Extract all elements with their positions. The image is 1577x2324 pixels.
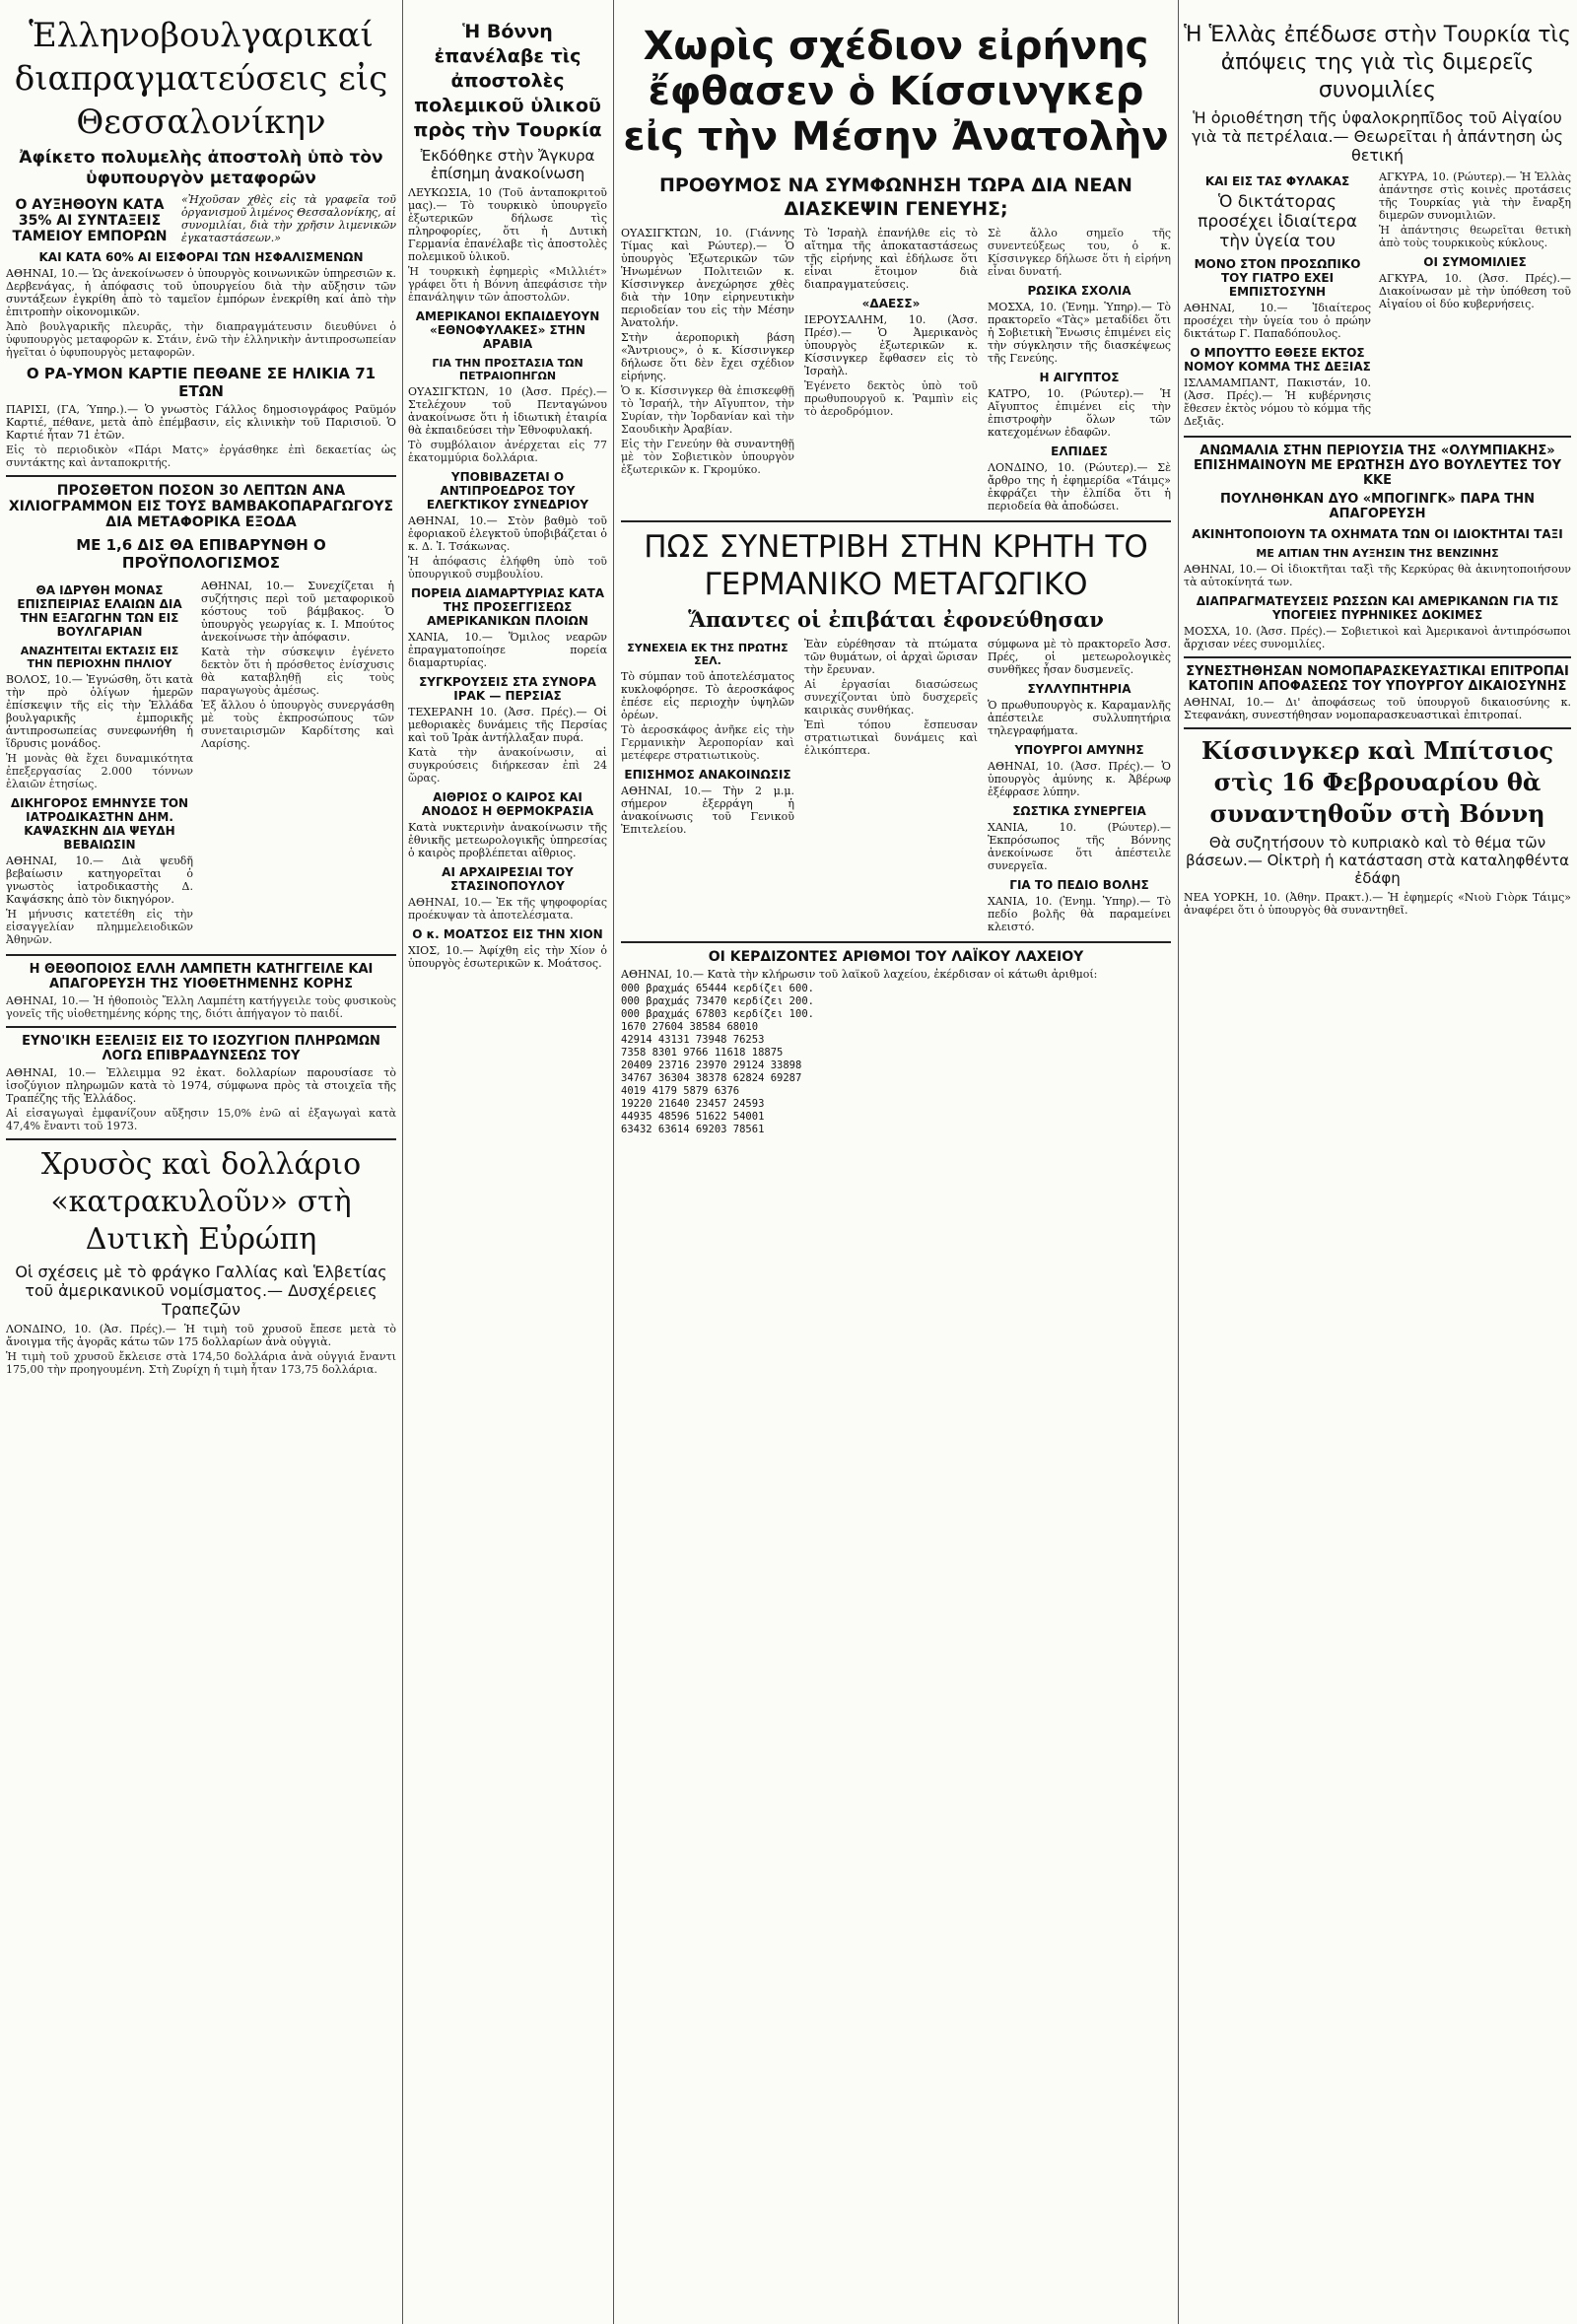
hopes-head: ΕΛΠΙΔΕΣ — [1051, 444, 1108, 458]
lottery-row: 7358 8301 9766 11618 18875 — [621, 1047, 784, 1059]
column-rule — [1178, 0, 1179, 2324]
article-body: Εἰς τὴν Γενεύην θὰ συναντηθῇ μὲ τὸν Σοβιετικὸν ὑπουργὸν ἐξωτερικῶν κ. Γκρομύκο. — [621, 438, 794, 476]
crete-subheadline: Ἅπαντες οἱ ἐπιβάται ἐφονεύθησαν — [688, 607, 1104, 632]
lottery-row: 42914 43131 73948 76253 — [621, 1034, 765, 1046]
egypt-head: Η ΑΙΓΥΠΤΟΣ — [1039, 371, 1120, 384]
talks-head: ΟΙ ΣΥΜΟΜΙΛΙΕΣ — [1423, 255, 1527, 269]
article-body: ΛΟΝΔΙΝΟ, 10. (Ρώυτερ).— Σὲ ἄρθρο της ἡ ἐφημερίδα «Τάιμς» ἐκφράζει τὴν ἐλπίδα ὅτι ἡ περιοδεία θὰ ἀποδώσει. — [988, 461, 1171, 513]
center-subcol — [621, 636, 794, 935]
field-head: ΓΙΑ ΤΟ ΠΕΔΙΟ ΒΟΛΗΣ — [1009, 878, 1149, 892]
center-columns — [621, 225, 1171, 514]
subheadline: Ἀφίκετο πολυμελὴς ἀποστολὴ ὑπὸ τὸν ὑφυπουργὸν μεταφορῶν — [19, 148, 383, 188]
article-body: Ἐπὶ τόπου ἔσπευσαν στρατιωτικαὶ δυνάμεις καὶ ἑλικόπτερα. — [804, 718, 978, 757]
divider — [6, 1138, 396, 1140]
center-subcol — [804, 636, 978, 935]
arabia-head: ΑΜΕΡΙΚΑΝΟΙ ΕΚΠΑΙΔΕΥΟΥΝ «ΕΘΝΟΦΥΛΑΚΕΣ» ΣΤΗΝ ΑΡΑΒΙΑ — [415, 309, 600, 351]
lottery-list — [621, 983, 1171, 1136]
article-body: ΠΑΡΙΣΙ, (ΓΑ, Ύπηρ.).— Ὁ γνωστὸς Γάλλος δημοσιογράφος Ραϋμόν Καρτιέ, πέθανε, μετὰ ἀπὸ ἐπέμβασιν, εἰς κλινικὴν τοῦ Παρισιοῦ. Ὁ Καρτιέ ἦταν 71 ἐτῶν. — [6, 403, 396, 442]
payments-head: ΕΥΝΟ'ΙΚΗ ΕΞΕΛΙΞΙΣ ΕΙΣ ΤΟ ΙΣΟΖΥΓΙΟΝ ΠΛΗΡΩΜΩΝ ΛΟΓΩ ΕΠΙΒΡΑΔΥΝΣΕΩΣ ΤΟΥ — [22, 1034, 380, 1063]
column-center — [621, 0, 1171, 2324]
taxi-head: ΑΚΙΝΗΤΟΠΟΙΟΥΝ ΤΑ ΟΧΗΜΑΤΑ ΤΩΝ ΟΙ ΙΔΙΟΚΤΗΤΑΙ ΤΑΞΙ — [1192, 527, 1563, 541]
column-right — [1184, 0, 1571, 2324]
article-body: ΑΘΗΝΑΙ, 10.— Ἐλλειμμα 92 ἐκατ. δολλαρίων παρουσίασε τὸ ἰσοζύγιον πληρωμῶν κατὰ τὸ 1974, σύμφωνα πρὸς τὰ στοιχεῖα τῆς Τραπέζης τῆς Ἑλλάδος. — [6, 1066, 396, 1105]
column-second — [408, 0, 607, 2324]
continued-label: ΣΥΝΕΧΕΙΑ ΕΚ ΤΗΣ ΠΡΩΤΗΣ ΣΕΛ. — [627, 642, 788, 667]
dictator-headline: Ὁ δικτάτορας προσέχει ἰδιαίτερα τὴν ὑγεία του — [1198, 192, 1357, 251]
article-body: ΧΑΝΙΑ, 10. (Ρώυτερ).— Ἐκπρόσωπος τῆς Βόννης ἀνεκοίνωσε ὅτι ἀπέστειλε συνεργεῖα. — [988, 821, 1171, 872]
article-body: Ἡ ἀπόφασις ἐλήφθη ὑπὸ τοῦ ὑπουργικοῦ συμβουλίου. — [408, 555, 607, 581]
lottery-row: 1670 27604 38584 68010 — [621, 1021, 759, 1033]
article-body: Ἡ τιμὴ τοῦ χρυσοῦ ἔκλεισε στὰ 174,50 δολλάρια ἀνὰ οὐγγιά ἔναντι 175,00 τὴν προηγουμένη. Στὴ Ζυρίχη ἡ τιμὴ ἦταν 173,75 δολλάρια. — [6, 1350, 396, 1376]
bhutto-head: Ο ΜΠΟΥΤΤΟ ΕΘΕΣΕ ΕΚΤΟΣ ΝΟΜΟΥ ΚΟΜΜΑ ΤΗΣ ΔΕΞΙΑΣ — [1184, 346, 1371, 374]
column-half — [1379, 169, 1571, 430]
article-body: Ἐξ ἄλλου ὁ ὑπουργὸς συνεργάσθη μὲ τοὺς ἐκπροσώπους τῶν συνεταιρισμῶν Καρδίτσης καὶ Λαρίσης. — [201, 699, 394, 750]
column-half — [201, 578, 394, 948]
article-body: ΑΘΗΝΑΙ, 10.— Δι' ἀποφάσεως τοῦ ὑπουργοῦ δικαιοσύνης κ. Στεφανάκη, συνεστήθησαν νομοπαρασκευαστικαὶ ἐπιτροπαί. — [1184, 696, 1571, 721]
column-rule — [613, 0, 614, 2324]
article-body: ΙΣΛΑΜΑΜΠΑΝΤ, Πακιστάν, 10. (Ἀσσ. Πρές).— Ἡ κυβέρνησις ἔθεσεν ἐκτὸς νόμου τὸ κόμμα τῆς Δεξιᾶς. — [1184, 376, 1371, 428]
rescue-head: ΣΩΣΤΙΚΑ ΣΥΝΕΡΓΕΙΑ — [1012, 804, 1146, 818]
pensions-head: Ο ΑΥΞΗΘΟΥΝ ΚΑΤΑ 35% ΑΙ ΣΥΝΤΑΞΕΙΣ ΤΑΜΕΙΟΥ ΕΜΠΟΡΩΝ — [12, 197, 168, 244]
article-body: Ἡ ἀπάντησις θεωρεῖται θετικὴ ἀπὸ τοὺς τουρκικοὺς κύκλους. — [1379, 224, 1571, 249]
taxi-subhead: ΜΕ ΑΙΤΙΑΝ ΤΗΝ ΑΥΞΗΣΙΝ ΤΗΣ ΒΕΝΖΙΝΗΣ — [1256, 547, 1499, 560]
olympic-banner: ΑΝΩΜΑΛΙΑ ΣΤΗΝ ΠΕΡΙΟΥΣΙΑ ΤΗΣ «ΟΛΥΜΠΙΑΚΗΣ» ΕΠΙΣΗΜΑΙΝΟΥΝ ΜΕ ΕΡΩΤΗΣΗ ΔΥΟ ΒΟΥΛΕΥΤΕΣ ΤΟΥ ΚΚΕ — [1193, 444, 1562, 488]
kissinger-bitsios-subheadline: Θὰ συζητήσουν τὸ κυπριακὸ καὶ τὸ θέμα τῶν βάσεων.— Οἰκτρὴ ἡ κατάσταση στὰ καταληφθέντα ἐδάφη — [1186, 834, 1569, 887]
column-rule — [402, 0, 403, 2324]
bonn-headline: Ἡ Βόννη ἐπανέλαβε τὶς ἀποστολὲς πολεμικοῦ ὑλικοῦ πρὸς τὴν Τουρκία — [413, 21, 602, 141]
kissinger-subheadline: ΠΡΟΘΥΜΟΣ ΝΑ ΣΥΜΦΩΝΗΣΗ ΤΩΡΑ ΔΙΑ ΝΕΑΝ ΔΙΑΣΚΕΨΙΝ ΓΕΝΕΥΗΣ; — [659, 174, 1132, 220]
two-col-block — [1184, 169, 1571, 430]
olive-head: ΘΑ ΙΔΡΥΘΗ ΜΟΝΑΣ ΕΠΙΣΠΕΙΡΙΑΣ ΕΛΑΙΩΝ ΔΙΑ ΤΗΝ ΕΞΑΓΩΓΗΝ ΤΩΝ ΕΙΣ ΒΟΥΛΓΑΡΙΑΝ — [17, 583, 182, 639]
defense-head: ΥΠΟΥΡΓΟΙ ΑΜΥΝΗΣ — [1014, 743, 1144, 757]
justice-banner: ΣΥΝΕΣΤΗΘΗΣΑΝ ΝΟΜΟΠΑΡΑΣΚΕΥΑΣΤΙΚΑΙ ΕΠΙΤΡΟΠΑΙ ΚΑΤΟΠΙΝ ΑΠΟΦΑΣΕΩΣ ΤΟΥ ΥΠΟΥΡΓΟΥ ΔΙΚΑΙΟΣΥΝΗΣ — [1186, 664, 1569, 694]
dateline: «ΔΑΕΣΣ» — [861, 297, 921, 310]
lottery-row: 20409 23716 23970 29124 33898 — [621, 1059, 802, 1071]
iraq-head: ΣΥΓΚΡΟΥΣΕΙΣ ΣΤΑ ΣΥΝΟΡΑ ΙΡΑΚ — ΠΕΡΣΙΑΣ — [419, 675, 596, 703]
article-body: ΤΕΧΕΡΑΝΗ 10. (Ἀσσ. Πρές).— Οἱ μεθοριακὲς δυνάμεις τῆς Περσίας καὶ τοῦ Ἰρὰκ ἀντήλλαξαν πυρά. — [408, 706, 607, 744]
article-body: Ὁ πρωθυπουργὸς κ. Καραμανλῆς ἀπέστειλε συλλυπητήρια τηλεγραφήματα. — [988, 699, 1171, 737]
article-body: ΜΟΣΧΑ, 10. (Ἐνημ. Ὑπηρ).— Τὸ πρακτορεῖο «Τὰς» μεταδίδει ὅτι ἡ Σοβιετικὴ Ἕνωσις ἐπιμένει εἰς τὴν σύγκλησιν τῆς διασκέψεως τῆς Γενεύης. — [988, 301, 1171, 365]
article-body: ΟΥΑΣΙΓΚΤΩΝ, 10. (Γιάννης Τίμας καὶ Ρώυτερ).— Ὁ ὑπουργὸς Ἐξωτερικῶν τῶν Ἡνωμένων Πολιτειῶν κ. Κίσσινγκερ ἀνεχώρησε χθὲς διὰ τὴν 10ην εἰρηνευτικὴν περιοδείαν του εἰς τὴν Μέσην Ἀνατολήν. — [621, 227, 794, 329]
center-subcol — [988, 636, 1171, 935]
lottery-row: 000 βραχμάς 65444 κερδίζει 600. — [621, 983, 814, 994]
gold-headline: Χρυσὸς καὶ δολλάριο «κατρακυλοῦν» στὴ Δυτικὴ Εὐρώπη — [40, 1147, 362, 1257]
arabia-subhead: ΓΙΑ ΤΗΝ ΠΡΟΣΤΑΣΙΑ ΤΩΝ ΠΕΤΡΑΙΟΠΗΓΩΝ — [432, 357, 583, 382]
article-body: Τὸ συμβόλαιον ἀνέρχεται εἰς 77 ἑκατομμύρια δολλάρια. — [408, 439, 607, 464]
article-body: ΚΑΤΡΟ, 10. (Ρώυτερ).— Ἡ Αἴγυπτος ἐπιμένει εἰς τὴν ἐπιστροφὴν ὅλων τῶν κατεχομένων ἐδαφῶν. — [988, 387, 1171, 439]
article-body: Κατὰ νυκτερινὴν ἀνακοίνωσιν τῆς ἐθνικῆς μετεωρολογικῆς ὑπηρεσίας ὁ καιρὸς προβλέπεται αἴθριος. — [408, 821, 607, 859]
article-body: ΑΘΗΝΑΙ, 10.— Στὸν βαθμὸ τοῦ ἐφοριακοῦ ἐλεγκτοῦ ὑποβιβάζεται ὁ κ. Δ. Ἰ. Τσάκωνας. — [408, 514, 607, 553]
article-body: Ἡ τουρκικὴ ἐφημερὶς «Μιλλιέτ» γράφει ὅτι ἡ Βόννη ἀπεφάσισε τὴν ἐπανάληψιν τῶν ἀποστολῶν. — [408, 265, 607, 304]
article-body: ΜΟΣΧΑ, 10. (Ἀσσ. Πρές).— Σοβιετικοὶ καὶ Ἀμερικανοὶ ἀντιπρόσωποι ἄρχισαν νέες συνομιλίες. — [1184, 625, 1571, 650]
gold-subheadline: Οἱ σχέσεις μὲ τὸ φράγκο Γαλλίας καὶ Ἑλβετίας τοῦ ἀμερικανικοῦ νομίσματος.— Δυσχέρειες Τραπεζῶν — [15, 1263, 387, 1319]
cotton-subbanner: ΜΕ 1,6 ΔΙΣ ΘΑ ΕΠΙΒΑΡΥΝΘΗ Ο ΠΡΟΫΠΟΛΟΓΙΣΜΟΣ — [76, 536, 326, 572]
article-body: Ὁ κ. Κίσσινγκερ θὰ ἐπισκεφθῇ τὸ Ἰσραήλ, τὴν Αἴγυπτον, τὴν Συρίαν, τὴν Ἰορδανίαν καὶ τὴν Σαουδικὴν Ἀραβίαν. — [621, 384, 794, 436]
lottery-row: 63432 63614 69203 78561 — [621, 1124, 765, 1135]
article-body: Κατὰ τὴν σύσκεψιν ἐγένετο δεκτὸν ὅτι ἡ πρόσθετος ἐνίσχυσις θὰ καταβληθῇ εἰς τοὺς παραγωγοὺς ἀμέσως. — [201, 646, 394, 697]
column-left — [6, 0, 396, 2324]
divider — [6, 475, 396, 477]
center-subcol — [804, 225, 978, 514]
elections-head: ΑΙ ΑΡΧΑΙΡΕΣΙΑΙ ΤΟΥ ΣΤΑΣΙΝΟΠΟΥΛΟΥ — [442, 865, 574, 893]
lottery-intro: ΑΘΗΝΑΙ, 10.— Κατὰ τὴν κλήρωσιν τοῦ λαϊκοῦ λαχείου, ἐκέρδισαν οἱ κάτωθι ἀριθμοί: — [621, 968, 1098, 981]
article-body: Ἐὰν εὑρέθησαν τὰ πτώματα τῶν θυμάτων, οἱ ἀρχαὶ ὥρισαν τὴν ἔρευναν. — [804, 638, 978, 676]
article-body: Τὸ σύμπαν τοῦ ἀποτελέσματος κυκλοφόρησε. Τὸ ἀεροσκάφος ἐπέσε εἰς περιοχὴν ὑψηλῶν ὀρέων. — [621, 670, 794, 721]
headline-greek-bulgarian-talks: Ἑλληνοβουλγαρικαί διαπραγματεύσεις εἰς Θεσσαλονίκην — [14, 16, 388, 142]
prisons-head: ΚΑΙ ΕΙΣ ΤΑΣ ΦΥΛΑΚΑΣ — [1204, 174, 1350, 188]
divider — [6, 954, 396, 956]
cotton-banner: ΠΡΟΣΘΕΤΟΝ ΠΟΣΟΝ 30 ΛΕΠΤΩΝ ΑΝΑ ΧΙΛΙΟΓΡΑΜΜΟΝ ΕΙΣ ΤΟΥΣ ΒΑΜΒΑΚΟΠΑΡΑΓΩΓΟΥΣ ΔΙΑ ΜΕΤΑΦΟΡΙΚΑ ΕΞΟΔΑ — [8, 483, 394, 530]
lottery-head: ΟΙ ΚΕΡΔΙΖΟΝΤΕΣ ΑΡΙΘΜΟΙ ΤΟΥ ΛΑΪΚΟΥ ΛΑΧΕΙΟΥ — [708, 949, 1084, 965]
contributions-head: ΚΑΙ ΚΑΤΑ 60% ΑΙ ΕΙΣΦΟΡΑΙ ΤΩΝ ΗΣΦΑΛΙΣΜΕΝΩΝ — [38, 250, 364, 264]
article-body: Αἱ ἐργασίαι διασώσεως συνεχίζονται ὑπὸ δυσχερεῖς καιρικὰς συνθήκας. — [804, 678, 978, 717]
article-body: ΑΘΗΝΑΙ, 10.— Διὰ ψευδῆ βεβαίωσιν κατηγορεῖται ὁ γνωστὸς ἰατροδικαστὴς Δ. Καψάσκης ἀπὸ τὸν δικηγόρον. — [6, 854, 193, 906]
article-body: ΒΟΛΟΣ, 10.— Ἐγνώσθη, ὅτι κατὰ τὴν πρὸ ὀλίγων ἡμερῶν ἐπίσκεψιν τῆς εἰς τὴν Ἑλλάδα βουλγαρικῆς ἐμπορικῆς ἀντιπροσωπείας συνεφωνήθη ἡ ἵδρυσις μονάδος. — [6, 673, 193, 750]
olive-subhead: ΑΝΑΖΗΤΕΙΤΑΙ ΕΚΤΑΣΙΣ ΕΙΣ ΤΗΝ ΠΕΡΙΟΧΗΝ ΠΗΛΙΟΥ — [20, 645, 179, 670]
article-body: ΛΟΝΔΙΝΟ, 10. (Ἀσ. Πρές).— Ἡ τιμὴ τοῦ χρυσοῦ ἔπεσε μετὰ τὸ ἄνοιγμα τῆς ἀγορᾶς κάτω τῶν 175 δολλαρίων ἀνὰ οὐγγιὰ. — [6, 1323, 396, 1348]
article-body: ΑΘΗΝΑΙ, 10. (Ἀσσ. Πρές).— Ὁ ὑπουργὸς ἀμύνης κ. Ἀβέρωφ ἐξέφρασε λύπην. — [988, 760, 1171, 798]
lawyer-head: ΔΙΚΗΓΟΡΟΣ ΕΜΗΝΥΣΕ ΤΟΝ ΙΑΤΡΟΔΙΚΑΣΤΗΝ ΔΗΜ. ΚΑΨΑΣΚΗΝ ΔΙΑ ΨΕΥΔΗ ΒΕΒΑΙΩΣΙΝ — [10, 796, 189, 852]
article-body: Ἡ μήνυσις κατετέθη εἰς τὴν εἰσαγγελίαν πλημμελειοδικῶν Ἀθηνῶν. — [6, 908, 193, 946]
olympic-subbanner: ΠΟΥΛΗΘΗΚΑΝ ΔΥΟ «ΜΠΟΓΙΝΓΚ» ΠΑΡΑ ΤΗΝ ΑΠΑΓΟΡΕΥΣΗ — [1219, 492, 1536, 521]
cartier-head: Ο ΡΑ-ΥΜΟΝ ΚΑΡΤΙΕ ΠΕΘΑΝΕ ΣΕ ΗΛΙΚΙΑ 71 ΕΤΩΝ — [26, 365, 377, 400]
divider — [6, 1026, 396, 1028]
article-body: ΝΕΑ ΥΟΡΚΗ, 10. (Ἀθην. Πρακτ.).— Ἡ ἐφημερίς «Νιοὺ Γιὸρκ Τάιμς» ἀναφέρει ὅτι ὁ ὑπουργὸς θὰ συναντηθεῖ. — [1184, 891, 1571, 917]
bonn-subheadline: Ἐκδόθηκε στὴν Ἄγκυρα ἐπίσημη ἀνακοίνωση — [420, 147, 595, 182]
greece-turkey-subheadline: Ἡ ὁριοθέτηση τῆς ὑφαλοκρηπῖδος τοῦ Αἰγαίου γιὰ τὰ πετρέλαια.— Θεωρεῖται ἡ ἀπάντηση ὡς θετική — [1191, 108, 1563, 165]
divider — [621, 520, 1171, 522]
article-body: ΧΑΝΙΑ, 10. (Ἐνημ. Ὑπηρ).— Τὸ πεδίο βολῆς θὰ παραμείνει κλειστό. — [988, 895, 1171, 933]
divider — [621, 941, 1171, 943]
article-body: Αἱ εἰσαγωγαὶ ἐμφανίζουν αὔξησιν 15,0% ἐνῶ αἱ ἐξαγωγαὶ κατὰ 47,4% ἔναντι τοῦ 1973. — [6, 1107, 396, 1132]
article-body: Κατὰ τὴν ἀνακοίνωσιν, αἱ συγκρούσεις διήρκεσαν ἐπὶ 24 ὥρας. — [408, 746, 607, 785]
protest-head: ΠΟΡΕΙΑ ΔΙΑΜΑΡΤΥΡΙΑΣ ΚΑΤΑ ΤΗΣ ΠΡΟΣΕΓΓΙΣΕΩΣ ΑΜΕΡΙΚΑΝΙΚΩΝ ΠΛΟΙΩΝ — [410, 586, 605, 628]
column-half — [6, 578, 193, 948]
lottery-row: 44935 48596 51622 54001 — [621, 1111, 765, 1123]
lottery-row: 4019 4179 5879 6376 — [621, 1085, 740, 1097]
two-col-block — [6, 578, 396, 948]
article-body: ΑΘΗΝΑΙ, 10.— Ἐκ τῆς ψηφοφορίας προέκυψαν τὰ ἀποτελέσματα. — [408, 896, 607, 922]
article-body: Τὸ ἀεροσκάφος ἀνῆκε εἰς τὴν Γερμανικὴν Ἀεροπορίαν καὶ μετέφερε στρατιωτικοὺς. — [621, 723, 794, 762]
article-body: ΛΕΥΚΩΣΙΑ, 10 (Τοῦ ἀνταποκριτοῦ μας).— Τὸ τουρκικὸ ὑπουργεῖο ἐξωτερικῶν δήλωσε τὶς πληροφορίες, ὅτι ἡ Δυτικὴ Γερμανία ἐπανέλαβε τὶς ἀποστολὲς πολεμικοῦ ὑλικοῦ. — [408, 186, 607, 263]
announce-head: ΕΠΙΣΗΜΟΣ ΑΝΑΚΟΙΝΩΣΙΣ — [624, 768, 791, 782]
article-body: «Ἠχοῦσαν χθὲς εἰς τὰ γραφεῖα τοῦ ὀργανισμοῦ λιμένος Θεσσαλονίκης, αἱ συνομιλίαι, διὰ τὴν χρῆσιν λιμενικῶν ἐγκαταστάσεων.» — [181, 193, 396, 244]
article-body: Τὸ Ἰσραὴλ ἐπανήλθε εἰς τὸ αἴτημα τῆς ἀποκαταστάσεως τῆς εἰρήνης καὶ ἐδήλωσε ὅτι εἶναι ἕτοιμον διὰ διαπραγματεύσεις. — [804, 227, 978, 291]
lottery-row: 34767 36304 38378 62824 69287 — [621, 1072, 802, 1084]
article-body: ΟΥΑΣΙΓΚΤΩΝ, 10 (Ἀσσ. Πρές).— Στελέχουν τοῦ Πενταγώνου ἀνακοίνωσε ὅτι ἡ ἰδιωτικὴ ἑταιρία θὰ ἐκπαιδεύσει τὴν Ἐθνοφυλακή. — [408, 385, 607, 437]
kissinger-headline: Χωρὶς σχέδιον εἰρήνης ἔφθασεν ὁ Κίσσινγκερ εἰς τὴν Μέσην Ἀνατολὴν — [623, 24, 1169, 160]
russia-head: ΡΩΣΙΚΑ ΣΧΟΛΙΑ — [1027, 284, 1131, 298]
article-body: ΧΙΟΣ, 10.— Ἀφίχθη εἰς τὴν Χίον ὁ ὑπουργὸς ἐσωτερικῶν κ. Μοάτσος. — [408, 944, 607, 970]
article-body: ΑΘΗΝΑΙ, 10.— Συνεχίζεται ἡ συζήτησις περὶ τοῦ μεταφορικοῦ κόστους τοῦ βάμβακος. Ὁ ὑπουργὸς γεωργίας κ. Ι. Μπούτος ἀνεκοίνωσε τὴν ἀπόφασιν. — [201, 580, 394, 644]
article-body: σύμφωνα μὲ τὸ πρακτορεῖο Ἀσσ. Πρές, οἱ μετεωρολογικὲς συνθῆκες ἦσαν δυσμενεῖς. — [988, 638, 1171, 676]
audit-head: ΥΠΟΒΙΒΑΖΕΤΑΙ Ο ΑΝΤΙΠΡΟΕΔΡΟΣ ΤΟΥ ΕΛΕΓΚΤΙΚΟΥ ΣΥΝΕΔΡΙΟΥ — [426, 470, 589, 512]
center-subcol — [988, 225, 1171, 514]
lottery-row: 19220 21640 23457 24593 — [621, 1098, 765, 1110]
dictator-subhead: ΜΟΝΟ ΣΤΟΝ ΠΡΟΣΩΠΙΚΟ ΤΟΥ ΓΙΑΤΡΟ ΕΧΕΙ ΕΜΠΙΣΤΟΣΥΝΗ — [1194, 257, 1361, 299]
moatsos-head: Ο κ. ΜΟΑΤΣΟΣ ΕΙΣ ΤΗΝ ΧΙΟΝ — [412, 927, 603, 941]
column-half — [1184, 169, 1371, 430]
article-body: Εἰς τὸ περιοδικὸν «Πάρι Ματς» ἐργάσθηκε ἐπὶ δεκαετίας ὡς συντάκτης καὶ ἀνταποκριτής. — [6, 444, 396, 469]
lottery-row: 000 βραχμάς 73470 κερδίζει 200. — [621, 995, 814, 1007]
article-body: ΑΘΗΝΑΙ, 10.— Ἰδιαίτερος προσέχει τὴν ὑγεία του ὁ πρώην δικτάτωρ Γ. Παπαδόπουλος. — [1184, 302, 1371, 340]
article-body: ΑΘΗΝΑΙ, 10.— Τὴν 2 μ.μ. σήμερον ἐξερράγη ἡ ἀνακοίνωσις τοῦ Γενικοῦ Ἐπιτελείου. — [621, 785, 794, 836]
weather-head: ΑΙΘΡΙΟΣ Ο ΚΑΙΡΟΣ ΚΑΙ ΑΝΟΔΟΣ Η ΘΕΡΜΟΚΡΑΣΙΑ — [421, 790, 594, 818]
article-body: ΑΘΗΝΑΙ, 10.— Ὡς ἀνεκοίνωσεν ὁ ὑπουργὸς κοινωνικῶν ὑπηρεσιῶν κ. Δερβενάγας, ἡ ἀπόφασις τοῦ ὑπουργείου διὰ τὴν αὔξησιν τῶν συντάξεων ἐγκρίθη ἀπὸ τὸ ταμεῖον ἐμπόρων ἐνεκρίθη καί ἀπὸ τὴν ἐπιτροπὴν οἰκονομικῶν. — [6, 267, 396, 318]
article-body: Ἡ μονὰς θὰ ἔχει δυναμικότητα ἐπεξεργασίας 2.000 τόννων ἐλαιῶν ἐτησίως. — [6, 752, 193, 790]
condolences-head: ΣΥΛΛΥΠΗΤΗΡΙΑ — [1027, 682, 1131, 696]
greece-turkey-headline: Ἡ Ἑλλὰς ἐπέδωσε στὴν Τουρκία τὶς ἀπόψεις της γιὰ τὶς διμερεῖς συνομιλίες — [1184, 23, 1571, 103]
article-body: Ἀπὸ βουλγαρικῆς πλευρᾶς, τὴν διαπραγμάτευσιν διευθύνει ὁ ὑφυπουργὸς μεταφορῶν κ. Στάιν, ἐνῶ τὴν ἑλληνικὴν ἀντιπροσωπείαν ἡγεῖται ὁ ὑφυπουργὸς μεταφορῶν. — [6, 320, 396, 359]
article-body: ΑΘΗΝΑΙ, 10.— Οἱ ἰδιοκτῆται ταξὶ τῆς Κερκύρας θὰ ἀκινητοποιήσουν τὰ αὐτοκίνητά των. — [1184, 563, 1571, 588]
center-columns — [621, 636, 1171, 935]
article-body: ΧΑΝΙΑ, 10.— Ὅμιλος νεαρῶν ἐπραγματοποίησε πορεία διαμαρτυρίας. — [408, 631, 607, 669]
crete-headline: ΠΩΣ ΣΥΝΕΤΡΙΒΗ ΣΤΗΝ ΚΡΗΤΗ ΤΟ ΓΕΡΜΑΝΙΚΟ ΜΕΤΑΓΩΓΙΚΟ — [644, 529, 1148, 602]
article-body: ΑΓΚΥΡΑ, 10. (Ρώυτερ).— Ἡ Ἑλλὰς ἀπάντησε στὶς κοινὲς προτάσεις τῆς Τουρκίας γιὰ τὴν ἔναρξη διμερῶν συνομιλιῶν. — [1379, 171, 1571, 222]
lampeti-head: Η ΘΕΘΟΠΟΙΟΣ ΕΛΛΗ ΛΑΜΠΕΤΗ ΚΑΤΗΓΓΕΙΛΕ ΚΑΙ ΑΠΑΓΟΡΕΥΣΗ ΤΗΣ ΥΙΟΘΕΤΗΜΕΝΗΣ ΚΟΡΗΣ — [29, 962, 374, 991]
lottery-row: 000 βραχμάς 67803 κερδίζει 100. — [621, 1008, 814, 1020]
article-body: Στὴν ἀεροπορικὴ βάση «Ἄντριους», ὁ κ. Κίσσινγκερ δήλωσε ὅτι δὲν ἔχει σχέδιον εἰρήνης. — [621, 331, 794, 382]
article-body: ΙΕΡΟΥΣΑΛΗΜ, 10. (Ἀσσ. Πρέσ).— Ὁ Ἀμερικανὸς ὑπουργὸς ἐξωτερικῶν κ. Κίσσινγκερ ἔφθασεν εἰς τὸ Ἰσραὴλ. — [804, 313, 978, 377]
article-body: Σὲ ἄλλο σημεῖο τῆς συνεντεύξεως του, ὁ κ. Κίσσινγκερ δήλωσε ὅτι ἡ εἰρήνη εἶναι δυνατή. — [988, 227, 1171, 278]
divider — [1184, 436, 1571, 438]
article-body: ΑΘΗΝΑΙ, 10.— Ἡ ἠθοποιὸς Ἔλλη Λαμπέτη κατήγγειλε τοὺς φυσικοὺς γονεῖς τῆς υἱοθετημένης κόρης της, διότι ἀπήγαγον τὸ παιδί. — [6, 994, 396, 1020]
nuclear-head: ΔΙΑΠΡΑΓΜΑΤΕΥΣΕΙΣ ΡΩΣΣΩΝ ΚΑΙ ΑΜΕΡΙΚΑΝΩΝ ΓΙΑ ΤΙΣ ΥΠΟΓΕΙΕΣ ΠΥΡΗΝΙΚΕΣ ΔΟΚΙΜΕΣ — [1196, 594, 1559, 622]
kissinger-bitsios-headline: Κίσσινγκερ καὶ Μπίτσιος στὶς 16 Φεβρουαρίου θὰ συναντηθοῦν στὴ Βόννη — [1200, 736, 1554, 828]
article-body: Ἐγένετο δεκτὸς ὑπὸ τοῦ πρωθυπουργοῦ κ. Ῥαμπὶν εἰς τὸ ἀεροδρόμιον. — [804, 379, 978, 418]
article-body: ΑΓΚΥΡΑ, 10. (Ἀσσ. Πρές).— Διακοίνωσαν μὲ τὴν ὑπόθεση τοῦ Αἰγαίου οἱ δύο κυβερνήσεις. — [1379, 272, 1571, 310]
divider — [1184, 656, 1571, 658]
center-subcol — [621, 225, 794, 514]
divider — [1184, 727, 1571, 729]
